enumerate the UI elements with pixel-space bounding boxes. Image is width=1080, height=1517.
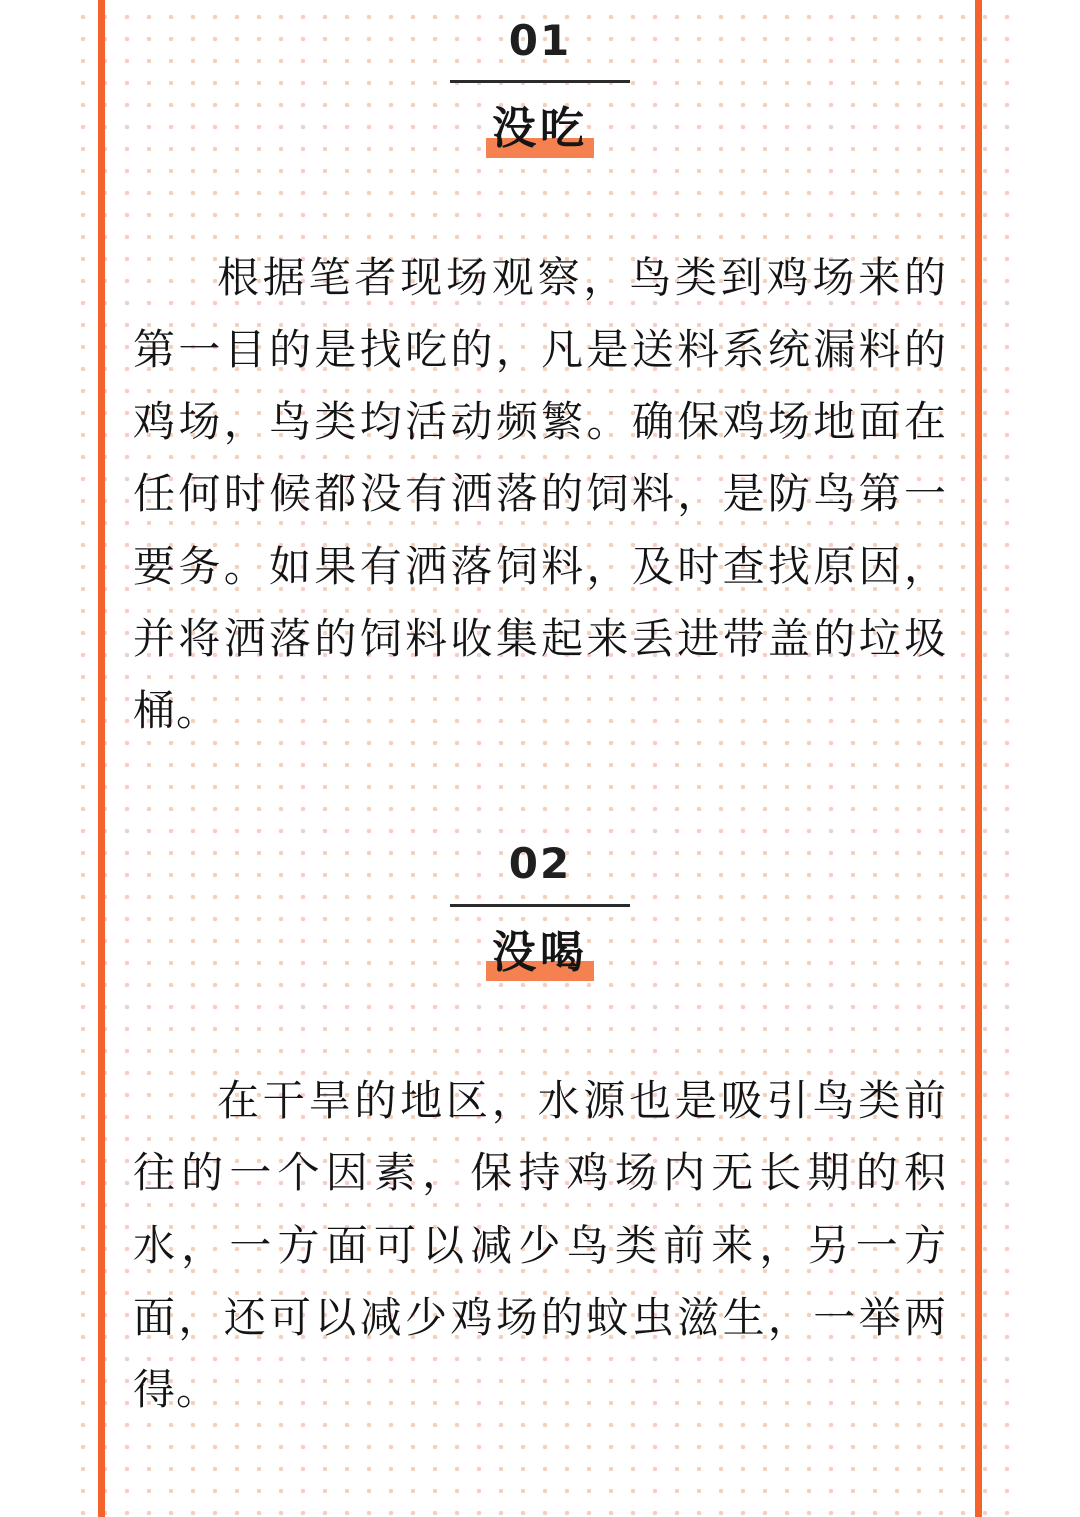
right-margin xyxy=(1012,0,1080,1517)
left-margin xyxy=(0,0,68,1517)
section-02 xyxy=(105,839,975,1426)
section-02-divider xyxy=(450,904,630,907)
section-01 xyxy=(105,16,975,747)
right-accent-rule xyxy=(975,0,982,1517)
left-accent-rule xyxy=(98,0,105,1517)
section-02-number: 02 xyxy=(508,839,572,889)
section-01-title xyxy=(486,105,594,155)
section-01-body: 根据笔者现场观察，鸟类到鸡场来的第一目的是找吃的，凡是送料系统漏料的鸡场，鸟类均活动频繁。确保鸡场地面在任何时候都没有洒落的饲料，是防鸟第一要务。如果有洒落饲料，及时查找原因，并将洒落的饲料收集起来丢进带盖的垃圾桶。 xyxy=(133,252,947,736)
section-02-title-wrap xyxy=(133,929,947,979)
section-02-body: 在干旱的地区，水源也是吸引鸟类前往的一个因素，保持鸡场内无长期的积水，一方面可以减少鸟类前来，另一方面，还可以减少鸡场的蚊虫滋生，一举两得。 xyxy=(133,1076,947,1415)
section-02-title-text: 没喝 xyxy=(492,927,588,977)
section-01-divider xyxy=(450,80,630,83)
top-spacer xyxy=(105,0,975,16)
article-content xyxy=(105,0,975,1517)
section-01-title-text: 没吃 xyxy=(492,104,588,154)
section-02-title xyxy=(486,929,594,979)
section-01-title-wrap xyxy=(133,105,947,155)
section-01-number: 01 xyxy=(508,16,572,65)
